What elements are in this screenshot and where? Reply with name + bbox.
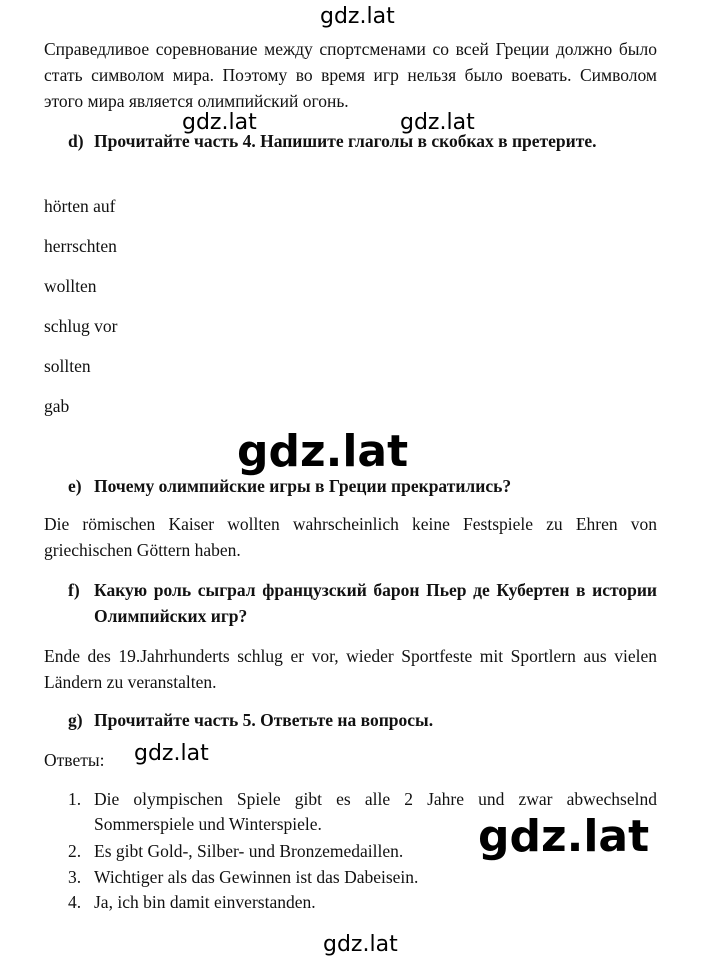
list-item-text: Die olympischen Spiele gibt es alle 2 Jahre und zwar abwechselnd Sommerspiele und Winterspiele. — [94, 789, 657, 834]
question-text: Какую роль сыграл французский барон Пьер де Кубертен в истории Олимпийских игр? — [94, 580, 657, 626]
question-e — [68, 473, 657, 499]
answer-f: Ende des 19.Jahrhunderts schlug er vor, wieder Sportfeste mit Sportlern aus vielen Ländern zu veranstalten. — [44, 646, 657, 692]
question-letter: d) — [68, 131, 84, 151]
list-item-number: 3. — [68, 867, 82, 887]
question-letter: e) — [68, 476, 82, 496]
answers-label: Ответы: — [44, 750, 105, 770]
answer-item: sollten — [44, 356, 91, 376]
list-item — [68, 890, 657, 915]
answer-e: Die römischen Kaiser wollten wahrscheinlich keine Festspiele zu Ehren von griechischen Göttern haben. — [44, 514, 657, 560]
watermark-bottom: gdz.lat — [323, 932, 398, 957]
list-item-text: Es gibt Gold-, Silber- und Bronzemedaillen. — [94, 841, 404, 861]
list-item-text: Ja, ich bin damit einverstanden. — [94, 892, 316, 912]
answer-item: schlug vor — [44, 316, 118, 336]
question-letter: g) — [68, 710, 83, 730]
list-item — [68, 865, 657, 890]
question-text: Прочитайте часть 4. Напишите глаголы в скобках в претерите. — [94, 131, 597, 151]
intro-paragraph: Справедливое соревнование между спортсменами со всей Греции должно было стать символом мира. Поэтому во время игр нельзя было воевать. Символом этого мира является олимпийский огонь. — [44, 39, 657, 111]
watermark-answers-inline: gdz.lat — [134, 741, 209, 766]
answer-item: herrschten — [44, 236, 117, 256]
answer-item: gab — [44, 396, 70, 416]
question-letter: f) — [68, 580, 80, 600]
watermark-mid-right: gdz.lat — [400, 110, 475, 135]
question-d — [68, 128, 657, 154]
watermark-big-center: gdz.lat — [237, 426, 409, 477]
watermark-big-right: gdz.lat — [478, 811, 650, 862]
question-text: Прочитайте часть 5. Ответьте на вопросы. — [94, 710, 434, 730]
answer-item: wollten — [44, 276, 97, 296]
list-item-number: 4. — [68, 892, 82, 912]
answer-item: hörten auf — [44, 196, 116, 216]
question-g — [68, 707, 657, 733]
list-item-number: 2. — [68, 841, 82, 861]
list-item-number: 1. — [68, 789, 82, 809]
watermark-top: gdz.lat — [320, 4, 395, 29]
list-item-text: Wichtiger als das Gewinnen ist das Dabeisein. — [94, 867, 419, 887]
question-f — [68, 577, 657, 629]
question-text: Почему олимпийские игры в Греции прекратились? — [94, 476, 512, 496]
watermark-mid-left: gdz.lat — [182, 110, 257, 135]
